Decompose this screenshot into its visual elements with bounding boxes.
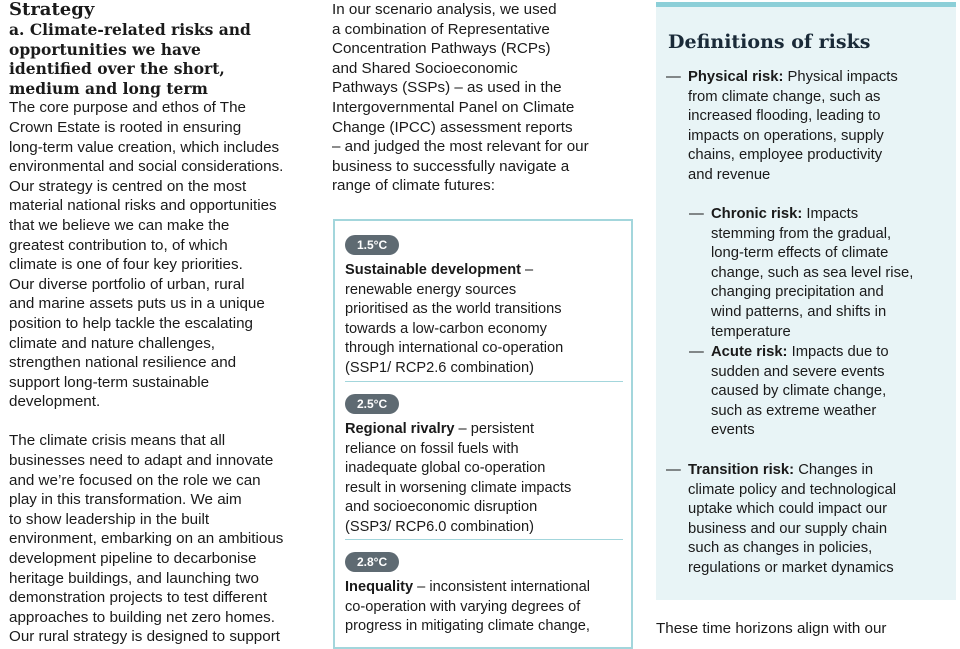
definition-line: such as changes in policies, (688, 540, 873, 557)
text-line: Pathways (SSPs) – as used in the (332, 79, 562, 97)
text-line: a combination of Representative (332, 20, 550, 38)
risk-first-line: Impacts (802, 206, 859, 222)
definition-line: events (711, 422, 755, 439)
text-line: businesses need to adapt and innovate (9, 452, 274, 470)
risk-first-line: Physical impacts (783, 69, 898, 85)
text-line: – and judged the most relevant for our (332, 138, 589, 156)
text-line: and Shared Socioeconomic (332, 59, 518, 77)
definition-line: such as extreme weather (711, 402, 877, 419)
text-line: strengthen national resilience and (9, 354, 237, 372)
definitions-title: Definitions of risks (668, 31, 871, 53)
text-line: and marine assets puts us in a unique (9, 295, 265, 313)
scenario-line: renewable energy sources (345, 281, 517, 298)
text-line: long-term value creation, which includes (9, 138, 280, 156)
scenario-first-line: – persistent (454, 421, 534, 437)
risk-term: Acute risk: (711, 344, 788, 360)
dash-bullet: — (666, 462, 681, 478)
text-line: and we’re focused on the role we can (9, 471, 261, 489)
scenario-regional-rivalry (345, 394, 623, 538)
text-line: range of climate futures: (332, 177, 495, 195)
risk-term: Transition risk: (688, 462, 795, 478)
text-line: material national risks and opportunities (9, 197, 277, 215)
risk-first-line: Impacts due to (787, 344, 889, 360)
text-line: environmental and social considerations. (9, 158, 284, 176)
subheading-line: a. Climate-related risks and (9, 20, 251, 39)
paragraph-1 (9, 98, 314, 412)
text-line: Our strategy is centred on the most (9, 177, 247, 195)
text-line: The core purpose and ethos of The (9, 99, 246, 117)
risk-term: Chronic risk: (711, 206, 803, 222)
risk-term: Physical risk: (688, 69, 784, 85)
definition-line: stemming from the gradual, (711, 225, 892, 242)
physical-risk-definition (666, 68, 950, 186)
temperature-badge: 2.5°C (345, 394, 399, 414)
text-line: greatest contribution to, of which (9, 236, 228, 254)
text-line: development. (9, 393, 101, 411)
definition-line: uptake which could impact our (688, 501, 888, 518)
scenario-first-line: – inconsistent international (413, 579, 590, 595)
definition-line: increased flooding, leading to (688, 108, 881, 125)
section-heading: Strategy (9, 0, 95, 20)
scenario-line: result in worsening climate impacts (345, 479, 572, 496)
scenario-line: prioritised as the world transitions (345, 301, 562, 318)
acute-risk-definition (689, 343, 956, 441)
definition-line: and revenue (688, 166, 771, 183)
definition-line: from climate change, such as (688, 88, 881, 105)
scenario-line: inadequate global co-operation (345, 460, 546, 477)
scenario-title: Inequality (345, 579, 414, 595)
definition-line: temperature (711, 323, 791, 340)
text-line: environment, embarking on an ambitious (9, 530, 284, 548)
scenario-first-line: – (520, 262, 534, 278)
paragraph-2 (9, 431, 314, 647)
text-line: demonstration projects to test different (9, 589, 268, 607)
text-line: that we believe we can make the (9, 216, 230, 234)
definition-line: climate policy and technological (688, 481, 897, 498)
text-line: play in this transformation. We aim (9, 491, 242, 509)
subheading-line: medium and long term (9, 78, 208, 98)
transition-risk-definition (666, 461, 956, 579)
scenario-text (345, 578, 623, 637)
text-line: approaches to building net zero homes. (9, 608, 275, 626)
text-line: In our scenario analysis, we used (332, 1, 557, 18)
definition-line: change, such as sea level rise, (711, 264, 914, 281)
scenario-line: (SSP3/ RCP6.0 combination) (345, 518, 534, 535)
text-line: Crown Estate is rooted in ensuring (9, 118, 242, 136)
text-line: position to help tackle the escalating (9, 314, 254, 332)
scenario-box (333, 219, 633, 649)
temperature-badge: 1.5°C (345, 235, 399, 255)
text-line: heritage buildings, and launching two (9, 569, 259, 587)
dash-bullet: — (689, 206, 704, 222)
text-line: business to successfully navigate a (332, 157, 570, 175)
definition-line: business and our supply chain (688, 520, 888, 537)
scenario-divider (345, 381, 623, 382)
text-line: The climate crisis means that all (9, 432, 226, 450)
definition-line: long-term effects of climate (711, 245, 889, 262)
subheading-line: opportunities we have (9, 39, 201, 59)
dash-bullet: — (666, 69, 681, 85)
text-line: Our diverse portfolio of urban, rural (9, 275, 245, 293)
scenario-text (345, 420, 623, 538)
definition-line: chains, employee productivity (688, 147, 883, 164)
text-line: support long-term sustainable (9, 373, 210, 391)
scenario-line: through international co-operation (345, 340, 564, 357)
scenario-line: towards a low-carbon economy (345, 320, 547, 337)
scenario-line: co-operation with varying degrees of (345, 598, 581, 615)
text-line: Our rural strategy is designed to support (9, 628, 280, 646)
temperature-badge: 2.8°C (345, 552, 399, 572)
scenario-sustainable-development (345, 235, 623, 379)
text-line: climate and nature challenges, (9, 334, 216, 352)
scenario-title: Sustainable development (345, 262, 521, 278)
paragraph-gap (9, 412, 314, 432)
chronic-risk-definition (689, 205, 956, 342)
scenario-inequality (345, 552, 623, 637)
definition-line: caused by climate change, (711, 383, 887, 400)
scenario-title: Regional rivalry (345, 421, 455, 437)
definitions-panel (656, 2, 956, 600)
scenario-line: reliance on fossil fuels with (345, 440, 519, 457)
scenario-column (332, 0, 632, 196)
text-line: Change (IPCC) assessment reports (332, 118, 573, 136)
definition-line: regulations or market dynamics (688, 559, 894, 576)
scenario-text (345, 261, 623, 379)
definition-line: wind patterns, and shifts in (711, 303, 887, 320)
definition-line: sudden and severe events (711, 363, 885, 380)
footer-text-line: These time horizons align with our (656, 620, 887, 637)
text-line: climate is one of four key priorities. (9, 256, 243, 274)
text-line: Concentration Pathways (RCPs) (332, 40, 551, 58)
text-line: to show leadership in the built (9, 510, 210, 528)
definition-line: changing precipitation and (711, 284, 884, 301)
scenario-line: and socioeconomic disruption (345, 499, 538, 516)
subheading-line: identified over the short, (9, 59, 225, 79)
scenario-line: progress in mitigating climate change, (345, 618, 590, 635)
dash-bullet: — (689, 344, 704, 360)
strategy-column (9, 0, 314, 647)
definition-line: impacts on operations, supply (688, 127, 884, 144)
scenario-divider (345, 539, 623, 540)
risk-first-line: Changes in (794, 462, 874, 478)
subheading (9, 20, 314, 98)
scenario-line: (SSP1/ RCP2.6 combination) (345, 359, 534, 376)
text-line: development pipeline to decarbonise (9, 550, 257, 568)
text-line: Intergovernmental Panel on Climate (332, 98, 575, 116)
